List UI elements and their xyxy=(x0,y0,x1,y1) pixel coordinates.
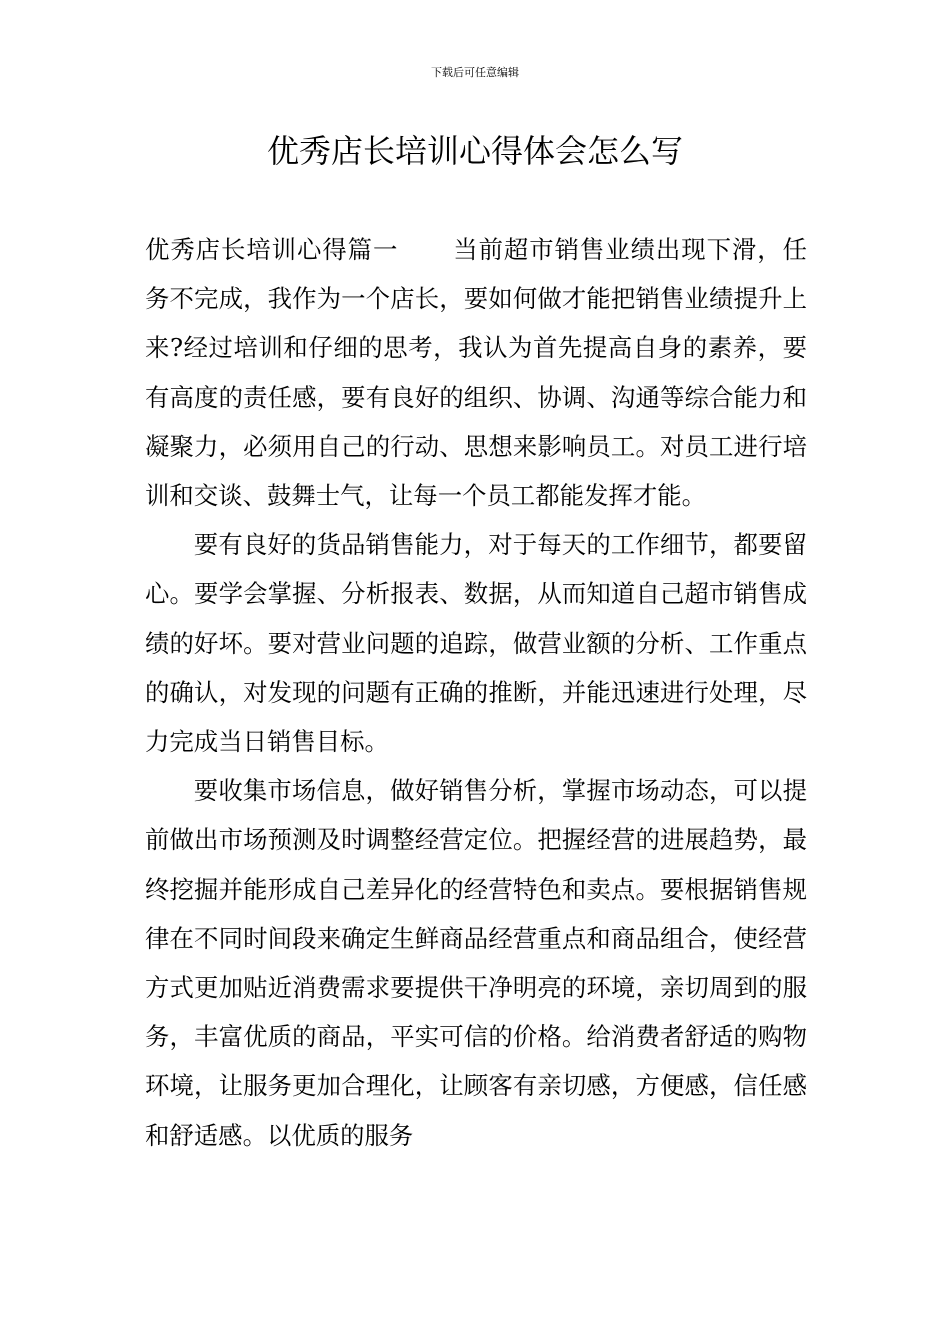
paragraph-3: 要收集市场信息，做好销售分析，掌握市场动态，可以提前做出市场预测及时调整经营定位。把握经营的进展趋势，最终挖掘并能形成自己差异化的经营特色和卖点。要根据销售规律在不同时间段来确定生鲜商品经营重点和商品组合，使经营方式更加贴近消费需求要提供干净明亮的环境，亲切周到的服务，丰富优质的商品，平实可信的价格。给消费者舒适的购物环境，让服务更加合理化，让顾客有亲切感，方便感，信任感和舒适感。以优质的服务 xyxy=(145,776,807,1150)
paragraph-2: 要有良好的货品销售能力，对于每天的工作细节，都要留心。要学会掌握、分析报表、数据，从而知道自己超市销售成绩的好坏。要对营业问题的追踪，做营业额的分析、工作重点的确认，对发现的问题有正确的推断，并能迅速进行处理，尽力完成当日销售目标。 xyxy=(145,530,807,757)
paragraph-1 xyxy=(145,225,807,520)
document-title: 优秀店长培训心得体会怎么写 xyxy=(266,132,683,170)
section-heading: 优秀店长培训心得篇一 xyxy=(145,235,399,264)
header-note: 下载后可任意编辑 xyxy=(431,66,519,79)
paragraph-1-text: 当前超市销售业绩出现下滑，任务不完成，我作为一个店长，要如何做才能把销售业绩提升上来?经过培训和仔细的思考，我认为首先提高自身的素养，要有高度的责任感，要有良好的组织、协调、沟通等综合能力和凝聚力，必须用自己的行动、思想来影响员工。对员工进行培训和交谈、鼓舞士气，让每一个员工都能发挥才能。 xyxy=(145,235,807,511)
document-body xyxy=(145,225,807,1160)
